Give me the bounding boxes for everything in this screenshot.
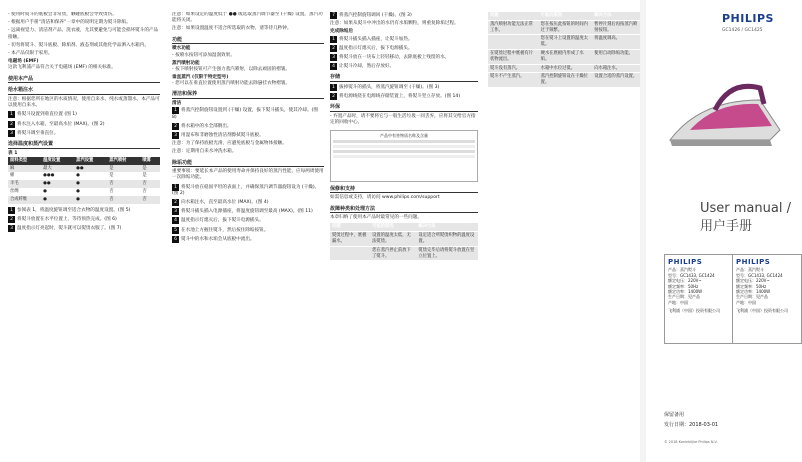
table-header: 面料类型 xyxy=(8,157,41,165)
label-line: 额定电压：220V~ xyxy=(668,278,702,284)
fill-water-heading: 给水箱注水 xyxy=(8,87,160,95)
table-row: 您在蒸汽停止前放下了熨斗。 熨烫完毕后请将熨斗放置在竖立位置上。 xyxy=(330,246,478,261)
spray-text: - 按喷水按钮可添加湿润效果。 xyxy=(172,52,235,58)
intro-line: - 本产品仅限于家用。 xyxy=(8,50,53,56)
table-row: 合成纤维 ● ● 否 否 xyxy=(8,196,160,204)
note-1: 1 参阅表 1，将温度旋钮调至适合衣物的温度设置。(图 5) xyxy=(8,207,160,214)
page-fold xyxy=(640,0,646,462)
label-line: 生产日期：见产品 xyxy=(736,294,768,300)
fabric-table xyxy=(8,157,160,204)
label-line: 型号：GC1433, GC1424 xyxy=(736,272,783,278)
emf-title: 电磁场 (EMF) xyxy=(8,59,39,65)
column-3 xyxy=(330,12,478,452)
table-title: 表 1 xyxy=(8,150,18,156)
storage-heading: 存储 xyxy=(330,74,478,82)
intro-line: - 使用时熨斗的底板会非常烫，触碰底板会导致烫伤。 xyxy=(8,12,117,17)
table-header: 问题 xyxy=(330,223,370,231)
clean-subheading: 清洁 xyxy=(172,101,182,107)
label-line: 额定频率：50Hz xyxy=(736,283,767,289)
finish-heading: 完成除垢后 xyxy=(330,29,353,35)
warranty-heading: 保修和支持 xyxy=(330,186,478,194)
temp-heading: 选择温度和蒸汽设置 xyxy=(8,141,160,149)
step-3: 3 将熨斗调至垂直位。 xyxy=(8,130,160,137)
intro-line: - 切勿将熨斗、熨斗底板、除垢剂、液态剂或其他化学品洒入水箱内。 xyxy=(8,42,149,48)
label-line: 产地：中国 xyxy=(736,299,756,305)
troubleshooting-table-continued xyxy=(488,12,640,88)
intro-line: - 远离视觉力、清洁剂产品、洗衣液，尤其要避免与可能会损坏熨斗的产品接触。 xyxy=(8,28,159,40)
table-header: 可能的原因 xyxy=(539,12,593,20)
label-line: 额定电压：220V~ xyxy=(736,278,770,284)
table-row: 熨斗没有蒸汽。 水箱中水位过低。 向水箱注水。 xyxy=(488,64,640,73)
decalc-heading: 除垢功能 xyxy=(172,160,324,168)
table-header: 解决方法 xyxy=(592,12,640,20)
finish-step: 4 让熨斗冷却，然后存放好。 xyxy=(330,63,478,70)
table-header: 蒸汽设置 xyxy=(74,157,107,165)
clean-note: 注意：定期用自来水冲洗水箱。 xyxy=(172,149,237,155)
table-header: 温度设置 xyxy=(41,157,74,165)
decalc-step: 4 温度指示灯熄灭后，拔下熨斗电源插头。 xyxy=(172,217,324,224)
fill-water-text: 注意：根据您所在地区的水质情况，使用自来水、纯水或蒸馏水。本产品可以使用自来水。 xyxy=(8,97,160,109)
table-row: 熨斗不产生蒸汽。 蒸汽控制旋钮设在干燥位置。 设置合适的蒸汽设置。 xyxy=(488,73,640,88)
decalc-step: 3 将熨斗插头插入电源插座，将温度旋钮调至最高 (MAX)。(图 11) xyxy=(172,208,324,215)
keep-for-reference: 保留备用 xyxy=(664,412,685,418)
spec-label-left xyxy=(664,254,734,344)
label-logo: PHILIPS xyxy=(736,258,771,266)
label-footer: 飞利浦（中国）投资有限公司 xyxy=(736,308,788,314)
decalc-step: 6 熨斗中的水和水垢会从底板中流出。 xyxy=(172,236,324,243)
label-line: 产品：蒸汽熨斗 xyxy=(668,267,696,273)
functions-heading: 功能 xyxy=(172,37,324,45)
intro-list xyxy=(8,12,160,57)
table-row: 丝绸 ● ● 否 否 xyxy=(10,189,147,195)
iron-illustration xyxy=(660,60,790,170)
decalc-text: 重要事项：要延长本产品的使用寿命并保持良好的蒸汽性能，应每两周使用一次除垢功能。 xyxy=(172,169,324,181)
troubleshooting-text: 本章归纳了使用本产品时最常见的一些问题。 xyxy=(330,215,422,221)
clean-step: 3 用湿布和非磨蚀性清洁剂擦拭熨斗底板。 xyxy=(172,132,324,139)
table-row: 麻 最大 ●● 是 是 xyxy=(8,165,160,173)
model-number: GC1426 / GC1425 xyxy=(722,28,763,33)
column-2 xyxy=(172,12,324,452)
table-row: 您在熨斗上设置的温度太低。 将温度调高。 xyxy=(488,35,640,50)
copyright: © 2018 Koninklijke Philips N.V. xyxy=(664,440,718,444)
decalc-step: 5 在水池上方握住熨斗，然后按住除垢按钮。 xyxy=(172,227,324,234)
table-row: 蒸汽喷射功能无法正常工作。 您在按压此按钮的时间内过于频繁。 暂停片刻后再按蒸汽喷射按钮。 xyxy=(488,20,640,35)
label-line: 产地：中国 xyxy=(668,299,688,305)
table-row: 棉 ●●● ● 是 是 xyxy=(10,173,147,179)
table-header: 蒸汽喷射 xyxy=(107,157,140,165)
step-1: 1 将熨斗设置到垂直位置 (图 1) xyxy=(8,111,160,118)
clean-step: 1 将蒸汽控制旋钮设置到 (干燥) 设置，拔下熨斗插头，使其冷却。(图 8) xyxy=(172,108,318,120)
label-line: 生产日期：见产品 xyxy=(668,294,700,300)
head-line: 7 将蒸汽控制旋钮调回 (干燥)。(图 3) xyxy=(330,12,478,19)
issue-date: 发行日期：2018-03-01 xyxy=(664,422,719,428)
note-2: 2 将熨斗放置在水平位置上，等待预热完成。(图 6) xyxy=(8,216,160,223)
manual-title: User manual / 用户手册 xyxy=(700,201,791,234)
table-header: 可能的原因 xyxy=(370,223,416,231)
emf-text: 这款飞利浦产品符合关于电磁场 (EMF) 的相关标准。 xyxy=(8,65,116,71)
table-header: 解决方法 xyxy=(416,223,478,231)
environment-heading: 环保 xyxy=(330,104,478,112)
hazard-table-title: 产品中有害物质名称及含量 xyxy=(380,132,428,138)
clean-note: 注意：为了保持底板光滑，应避免底板与金属物体接触。 xyxy=(172,141,287,147)
table-header: 问题 xyxy=(488,12,539,20)
before-use-heading: 使用本产品 xyxy=(8,76,160,84)
storage-step: 1 拔掉熨斗的插头，将蒸汽旋钮调至 (干燥)。(图 3) xyxy=(330,84,478,91)
environment-text: - 弃置产品时，请不要将它与一般生活垃圾一同丢弃，应将其交给官方指定的回收中心。 xyxy=(330,114,476,126)
warranty-text: 如需信息或支持，请访问 www.philips.com/support xyxy=(330,195,440,201)
label-line: 产品：蒸汽熨斗 xyxy=(736,267,764,273)
steam-text: - 按下喷射按钮可产生强力蒸汽喷射，以除去顽固的褶皱。 xyxy=(172,66,290,72)
steam-heading: 蒸汽喷射功能 xyxy=(172,60,200,66)
column-4 xyxy=(488,12,640,452)
vertical-text: - 您可以在垂直位置使用蒸汽喷射功能去除悬挂衣物褶皱。 xyxy=(172,81,290,87)
clean-heading: 清洁和保养 xyxy=(172,91,324,99)
finish-step: 1 将熨斗插头插入插座，让熨斗加热。 xyxy=(330,36,478,43)
spray-heading: 喷水功能 xyxy=(172,46,191,52)
label-line: 额定功率：1400W xyxy=(736,289,771,294)
philips-logo: PHILIPS xyxy=(722,12,774,25)
decalc-step: 1 将熨斗放在稳固平坦的表面上，并确保蒸汽调节器旋钮设为 (干燥)。(图 2) xyxy=(172,184,320,196)
note-line: 注意：如果设置温度不适合所选取的衣物，请等待几秒钟。 xyxy=(172,26,292,32)
label-line: 型号：GC1433, GC1424 xyxy=(668,272,715,278)
table-row: 熨烫过程中，底板漏水。 设置的温度太低，无法熨烫。 设定适合所熨烫织物的温度设置。 xyxy=(330,232,478,247)
table-row: 羊毛 ●● ● 否 否 xyxy=(8,180,160,188)
decalc-step: 2 向水箱注水，直至最高水位 (MAX)。(图 4) xyxy=(172,199,324,206)
note-3: 3 温度指示灯亮起时，熨斗就可以熨烫衣服了。(图 7) xyxy=(8,225,160,232)
table-header: 喷雾 xyxy=(140,157,160,165)
note-line: 注意：如果设定的温度低于 ●● 或选取蒸汽调节器至 (干燥) 设置，蒸汽功能将关闭。 xyxy=(172,12,323,24)
finish-step: 2 温度指示灯熄灭后，拔下电源插头。 xyxy=(330,45,478,52)
label-logo: PHILIPS xyxy=(668,258,703,266)
troubleshooting-heading: 故障种类和处理方法 xyxy=(330,206,478,214)
step-2: 2 将水注入水箱，至最高水位 (MAX)。(图 2) xyxy=(8,121,160,128)
label-line: 额定功率：1400W xyxy=(668,289,703,294)
intro-line: - 根据用户手册“清洁和保养”一章中的说明定期为熨斗除垢。 xyxy=(8,20,131,26)
vertical-heading: 垂直蒸汽 (仅限于特定型号) xyxy=(172,75,229,81)
clean-step: 2 将水箱中的水全部倒出。 xyxy=(172,123,324,130)
storage-step: 2 将电源线绕在电源线存储装置上，将熨斗竖立存放。(图 14) xyxy=(330,93,478,100)
spec-label-right xyxy=(732,254,802,344)
label-line: 额定频率：50Hz xyxy=(668,283,699,289)
label-footer: 飞利浦（中国）投资有限公司 xyxy=(668,308,720,314)
head-line: 注意：如果从熨斗中冲出的水仍有水垢颗粒，则重复除垢过程。 xyxy=(330,21,459,27)
table-row: 在熨烫过程中底板有片状物流出。 硬水在底板内形成了水垢。 使用自动除垢功能。 xyxy=(488,49,640,64)
troubleshooting-table xyxy=(330,223,478,261)
column-1 xyxy=(8,12,160,452)
hazard-substance-table xyxy=(330,130,478,182)
steam-iron-image xyxy=(660,60,790,170)
finish-step: 3 将熨斗放在一块布上轻轻移动，去除底板上残留的水。 xyxy=(330,54,478,61)
